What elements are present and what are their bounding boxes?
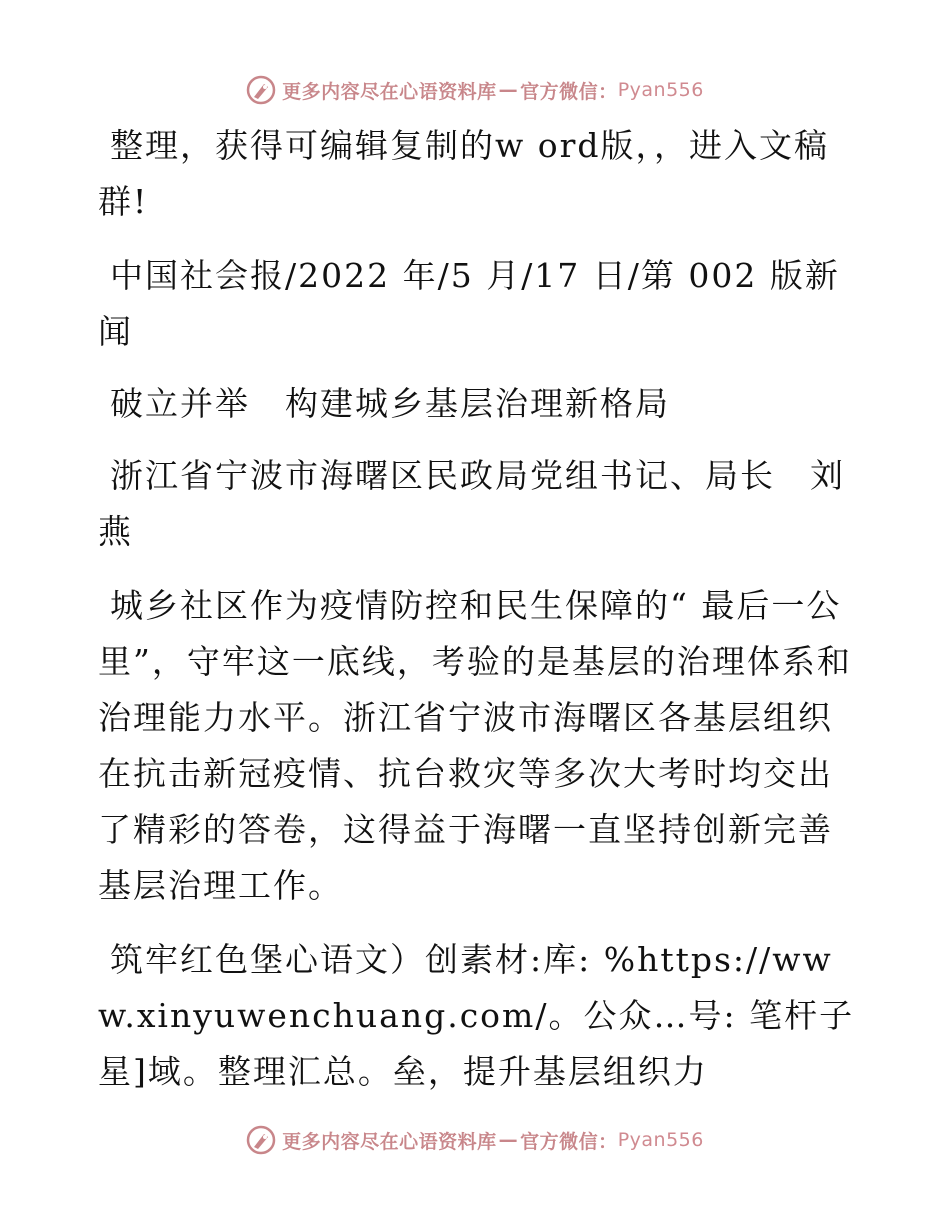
intro-paragraph: 整理，获得可编辑复制的w ord版，，进入文稿群! [98,126,830,221]
section-paragraph: 筑牢红色堡心语文）创素材:库: %https://www.xinyuwenchuang.com/。公众…号: 笔杆子星]域。整理汇总。垒，提升基层组织力 [98,940,855,1091]
author-line: 浙江省宁波市海曙区民政局党组书记、局长 刘燕 [98,456,845,551]
watermark-handle: Pyan556 [617,79,704,101]
watermark-text: 更多内容尽在心语资料库 [282,80,497,103]
watermark-text: 更多内容尽在心语资料库 [282,1130,497,1153]
watermark-separator: — [498,79,519,101]
pen-nib-logo-icon [246,1125,276,1155]
watermark-footer [0,1120,950,1160]
watermark-contact-label: 官方微信： [520,80,618,103]
article-title: 破立并举 构建城乡基层治理新格局 [110,384,670,423]
watermark-header [0,70,950,110]
watermark-separator: — [498,1129,519,1151]
watermark-contact-label: 官方微信： [520,1130,618,1153]
watermark-handle: Pyan556 [617,1129,704,1151]
body-paragraph: 城乡社区作为疫情防控和民生保障的“ 最后一公里”，守牢这一底线，考验的是基层的治理体系和治理能力水平。浙江省宁波市海曙区各基层组织在抗击新冠疫情、抗台救灾等多次大考时均交出了精彩的答卷，这得益于海曙一直坚持创新完善基层治理工作。 [98,586,852,905]
source-line: 中国社会报/2022 年/5 月/17 日/第 002 版新闻 [98,256,840,351]
pen-nib-logo-icon [246,75,276,105]
document-body [98,118,858,1116]
